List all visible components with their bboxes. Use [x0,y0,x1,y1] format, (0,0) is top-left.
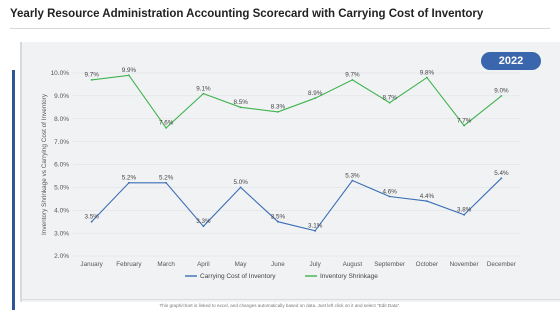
footnote: This graph/chart is linked to excel, and changes automatically based on data. Just left click on it and select "Edit Data". [159,303,401,308]
carrying-cost-point [463,214,465,216]
carrying-cost-point [277,221,279,223]
shrinkage-data-label: 9.7% [345,71,360,79]
carrying-cost-data-label: 3.3% [196,218,211,226]
x-tick-label: July [309,261,321,268]
shrinkage-data-label: 8.9% [307,89,323,97]
shrinkage-point [202,93,204,95]
x-tick-label: April [197,261,210,268]
carrying-cost-data-label: 3.5% [270,213,286,221]
carrying-cost-line [92,178,502,231]
legend-label-carrying-cost: Carrying Cost of Inventory [200,273,276,280]
x-tick-label: August [342,261,363,268]
carrying-cost-data-label: 3.1% [307,222,323,230]
carrying-cost-point [314,230,316,232]
carrying-cost-point [91,221,93,223]
carrying-cost-data-label: 5.4% [494,170,509,178]
y-tick-label: 2.0% [54,253,69,261]
shrinkage-line [92,75,502,128]
y-tick-label: 5.0% [54,184,69,192]
carrying-cost-data-label: 5.0% [233,179,248,187]
shrinkage-point [426,77,428,79]
carrying-cost-point [426,200,428,202]
carrying-cost-data-label: 3.5% [84,213,99,221]
shrinkage-point [500,95,502,97]
y-tick-label: 3.0% [54,230,69,238]
shrinkage-data-label: 9.1% [196,85,211,93]
shrinkage-data-label: 9.7% [84,71,99,79]
shrinkage-point [240,106,242,108]
shrinkage-data-label: 9.0% [494,87,509,95]
shrinkage-data-label: 8.5% [233,99,248,107]
carrying-cost-point [202,225,204,227]
carrying-cost-data-label: 5.2% [121,174,137,182]
carrying-cost-point [165,182,167,184]
carrying-cost-data-label: 5.2% [158,174,174,182]
shrinkage-data-label: 9.8% [419,69,435,77]
carrying-cost-point [500,177,502,179]
x-tick-label: June [271,261,285,268]
shrinkage-point [277,111,279,113]
shrinkage-data-label: 8.7% [382,94,397,102]
x-tick-label: September [374,261,406,268]
carrying-cost-point [128,182,130,184]
shrinkage-data-label: 8.3% [270,103,286,111]
year-badge: 2022 [481,52,541,70]
legend-label-shrinkage: Inventory Shrinkage [320,273,378,280]
shrinkage-point [91,79,93,81]
y-tick-label: 7.0% [54,138,69,146]
x-tick-label: February [116,261,142,268]
x-tick-label: December [486,261,516,268]
shrinkage-point [165,127,167,129]
page-title: Yearly Resource Administration Accounting Scorecard with Carrying Cost of Inventory [10,8,484,20]
shrinkage-data-label: 7.7% [456,117,472,125]
bottom-divider [20,299,560,300]
shrinkage-point [389,102,391,104]
x-tick-label: November [449,261,479,268]
shrinkage-point [314,97,316,99]
carrying-cost-data-label: 4.6% [382,188,397,196]
shrinkage-point [463,125,465,127]
y-tick-label: 6.0% [54,161,69,169]
y-tick-label: 4.0% [54,207,69,215]
carrying-cost-point [240,186,242,188]
carrying-cost-point [351,180,353,182]
shrinkage-data-label: 7.6% [158,119,174,127]
y-tick-label: 9.0% [54,93,69,101]
carrying-cost-point [389,196,391,198]
shrinkage-point [351,79,353,81]
y-tick-label: 10.0% [50,70,69,78]
y-axis-label: Inventory Shrinkage vs Carrying Cost of Inventory [41,93,48,236]
carrying-cost-data-label: 3.8% [456,206,472,214]
x-tick-label: October [415,261,439,268]
shrinkage-data-label: 9.9% [121,67,137,75]
x-tick-label: January [80,261,103,268]
carrying-cost-data-label: 4.4% [419,192,435,200]
shrinkage-point [128,74,130,76]
y-tick-label: 8.0% [54,115,69,123]
x-tick-label: May [234,261,247,268]
x-tick-label: March [157,261,175,268]
carrying-cost-data-label: 5.3% [345,172,360,180]
